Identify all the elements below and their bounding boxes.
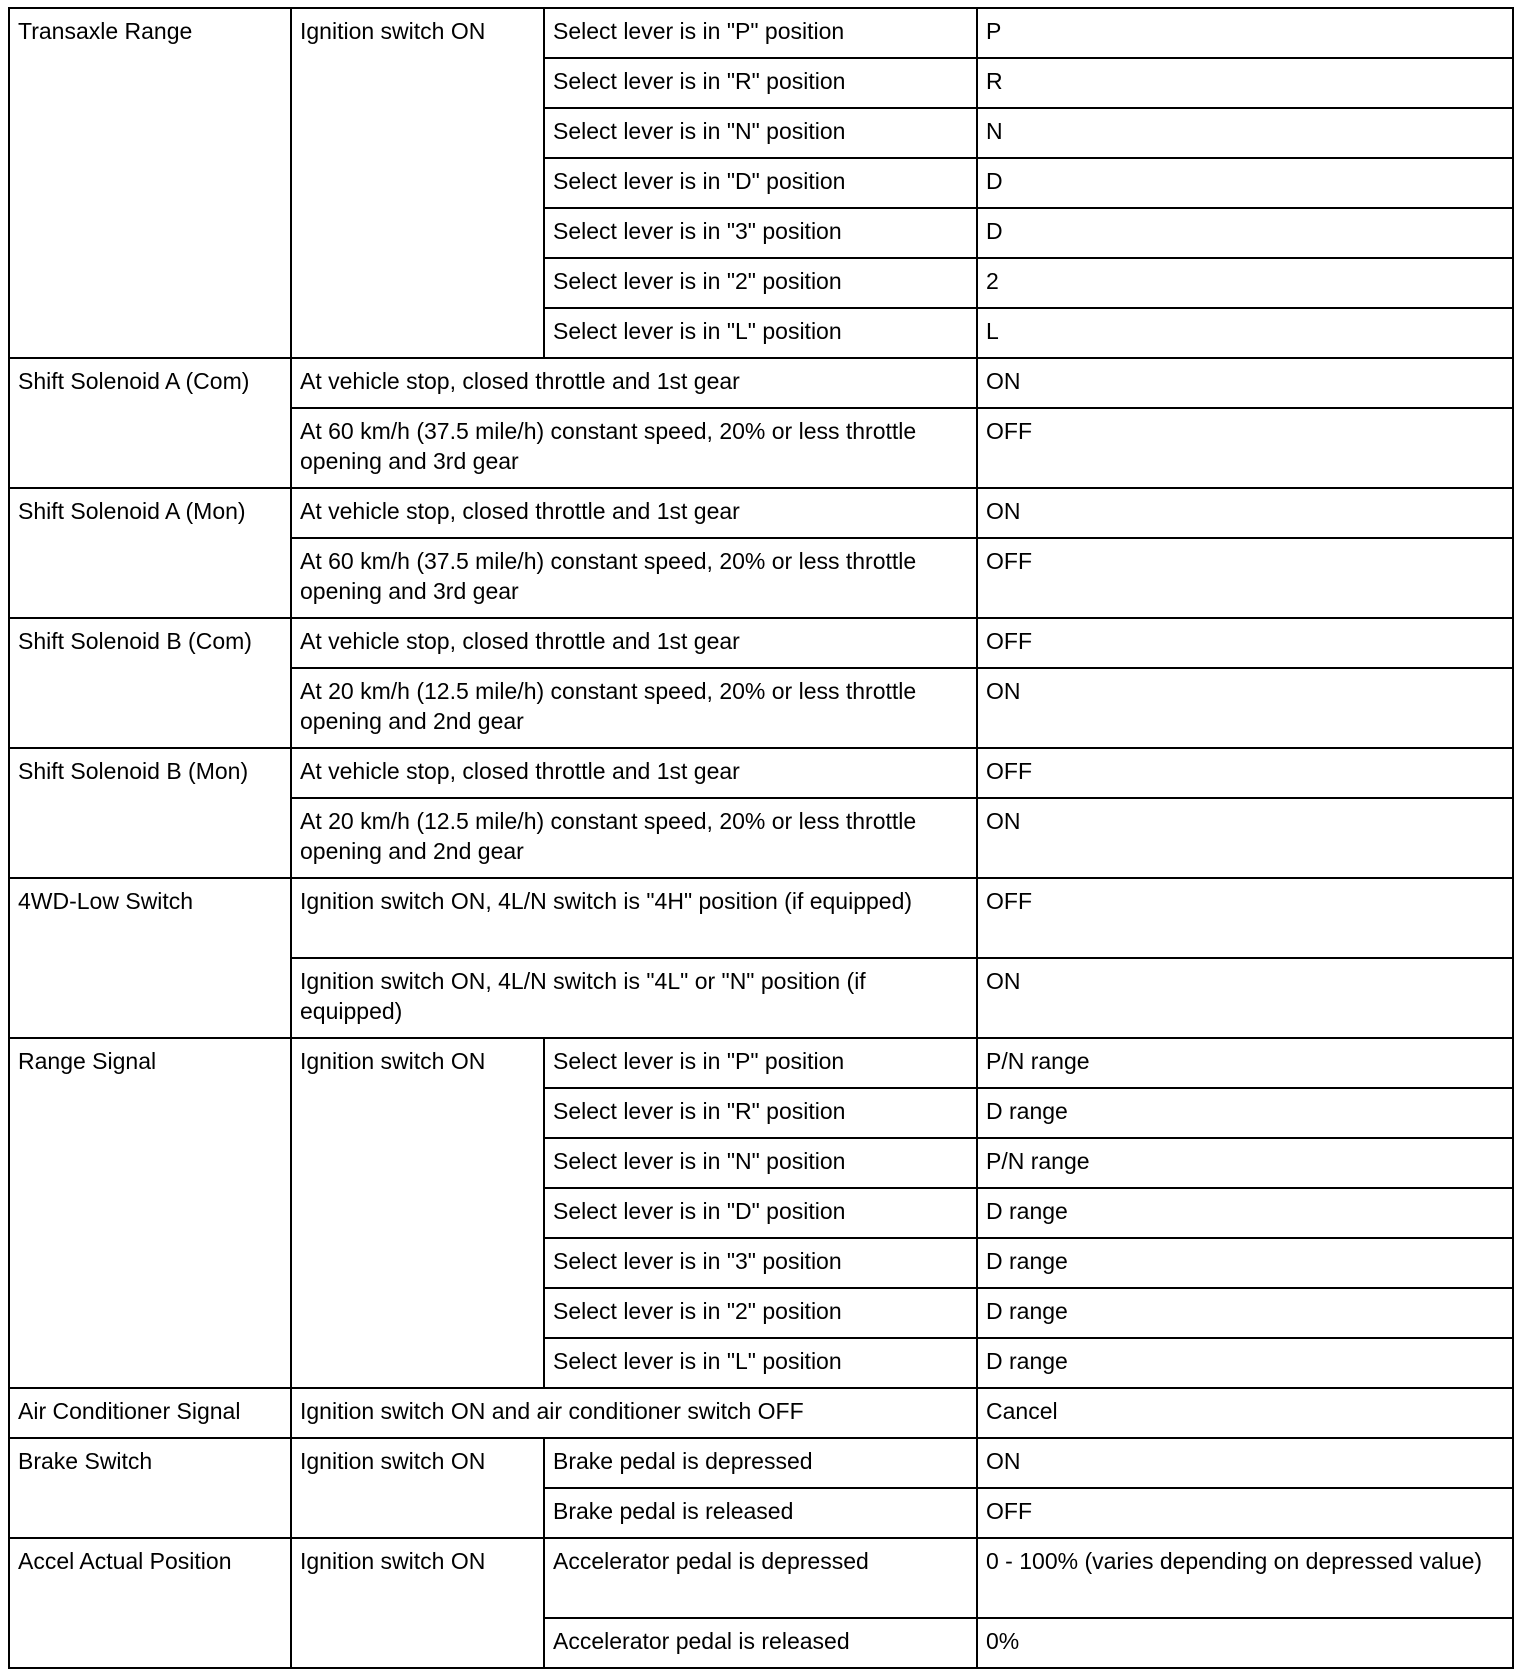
condition-cell: Ignition switch ON [291,1438,544,1538]
value-cell: P/N range [977,1038,1513,1088]
table-row [9,618,1513,668]
value-cell: Cancel [977,1388,1513,1438]
subcondition-cell: Select lever is in "D" position [544,1188,977,1238]
value-cell: P [977,8,1513,58]
value-cell: P/N range [977,1138,1513,1188]
value-cell: OFF [977,748,1513,798]
subcondition-cell: Accelerator pedal is released [544,1618,977,1668]
subcondition-cell: Select lever is in "L" position [544,1338,977,1388]
value-cell: ON [977,358,1513,408]
condition-cell: Ignition switch ON [291,1538,544,1668]
value-cell: N [977,108,1513,158]
condition-cell: At 60 km/h (37.5 mile/h) constant speed, 20% or less throttle opening and 3rd gear [291,538,977,618]
condition-cell: At vehicle stop, closed throttle and 1st gear [291,748,977,798]
value-cell: 2 [977,258,1513,308]
value-cell: L [977,308,1513,358]
condition-cell: Ignition switch ON [291,1038,544,1388]
table-row [9,358,1513,408]
subcondition-cell: Select lever is in "3" position [544,208,977,258]
subcondition-cell: Select lever is in "N" position [544,1138,977,1188]
item-name: Transaxle Range [9,8,291,358]
spec-table [8,7,1514,1669]
condition-cell: At 20 km/h (12.5 mile/h) constant speed, 20% or less throttle opening and 2nd gear [291,798,977,878]
item-name: 4WD-Low Switch [9,878,291,1038]
value-cell: OFF [977,1488,1513,1538]
value-cell: ON [977,798,1513,878]
condition-cell: Ignition switch ON and air conditioner switch OFF [291,1388,977,1438]
table-row [9,878,1513,958]
table-row [9,1388,1513,1438]
item-name: Brake Switch [9,1438,291,1538]
condition-cell: Ignition switch ON, 4L/N switch is "4L" or "N" position (if equipped) [291,958,977,1038]
subcondition-cell: Brake pedal is depressed [544,1438,977,1488]
subcondition-cell: Select lever is in "2" position [544,1288,977,1338]
value-cell: D range [977,1338,1513,1388]
table-row [9,748,1513,798]
item-name: Air Conditioner Signal [9,1388,291,1438]
condition-cell: At vehicle stop, closed throttle and 1st gear [291,488,977,538]
item-name: Shift Solenoid A (Mon) [9,488,291,618]
value-cell: ON [977,958,1513,1038]
table-row [9,1038,1513,1088]
table-row [9,1438,1513,1488]
value-cell: 0% [977,1618,1513,1668]
value-cell: 0 - 100% (varies depending on depressed value) [977,1538,1513,1618]
table-row [9,8,1513,58]
subcondition-cell: Select lever is in "R" position [544,1088,977,1138]
value-cell: D [977,208,1513,258]
subcondition-cell: Select lever is in "L" position [544,308,977,358]
value-cell: OFF [977,538,1513,618]
value-cell: D range [977,1238,1513,1288]
condition-cell: At vehicle stop, closed throttle and 1st gear [291,618,977,668]
subcondition-cell: Select lever is in "N" position [544,108,977,158]
item-name: Shift Solenoid A (Com) [9,358,291,488]
value-cell: D range [977,1088,1513,1138]
subcondition-cell: Brake pedal is released [544,1488,977,1538]
value-cell: OFF [977,408,1513,488]
item-name: Shift Solenoid B (Com) [9,618,291,748]
value-cell: D [977,158,1513,208]
subcondition-cell: Select lever is in "P" position [544,1038,977,1088]
subcondition-cell: Select lever is in "3" position [544,1238,977,1288]
condition-cell: Ignition switch ON, 4L/N switch is "4H" position (if equipped) [291,878,977,958]
value-cell: R [977,58,1513,108]
value-cell: OFF [977,618,1513,668]
value-cell: D range [977,1188,1513,1238]
value-cell: ON [977,488,1513,538]
condition-cell: At vehicle stop, closed throttle and 1st gear [291,358,977,408]
table-row [9,1538,1513,1618]
value-cell: ON [977,1438,1513,1488]
subcondition-cell: Select lever is in "R" position [544,58,977,108]
value-cell: ON [977,668,1513,748]
condition-cell: At 20 km/h (12.5 mile/h) constant speed, 20% or less throttle opening and 2nd gear [291,668,977,748]
subcondition-cell: Accelerator pedal is depressed [544,1538,977,1618]
item-name: Accel Actual Position [9,1538,291,1668]
subcondition-cell: Select lever is in "2" position [544,258,977,308]
table-row [9,488,1513,538]
item-name: Range Signal [9,1038,291,1388]
value-cell: D range [977,1288,1513,1338]
subcondition-cell: Select lever is in "P" position [544,8,977,58]
subcondition-cell: Select lever is in "D" position [544,158,977,208]
item-name: Shift Solenoid B (Mon) [9,748,291,878]
condition-cell: At 60 km/h (37.5 mile/h) constant speed, 20% or less throttle opening and 3rd gear [291,408,977,488]
value-cell: OFF [977,878,1513,958]
condition-cell: Ignition switch ON [291,8,544,358]
